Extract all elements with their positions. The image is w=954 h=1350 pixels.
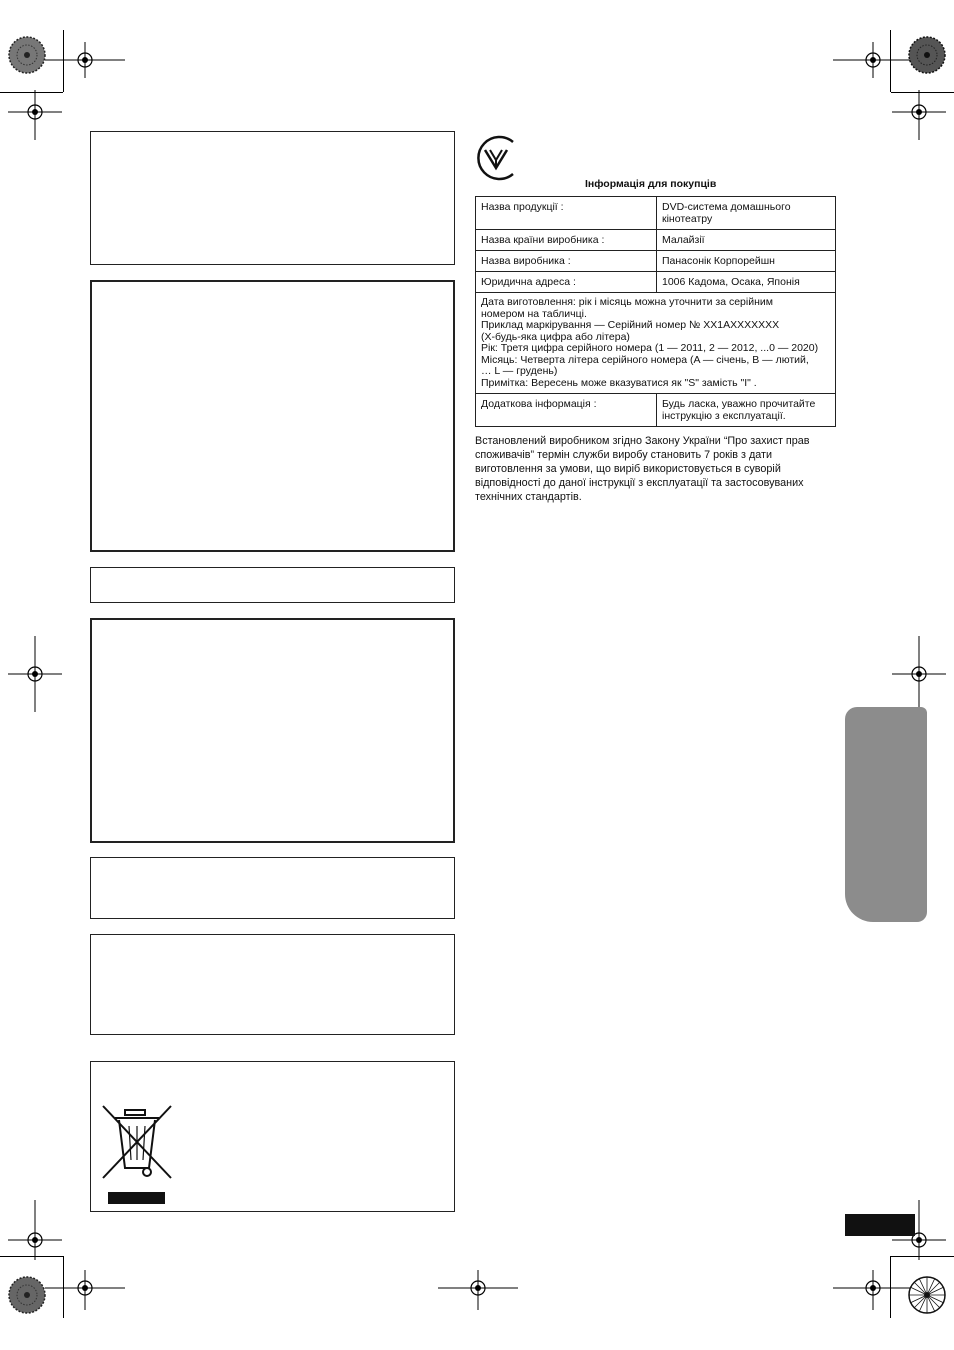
crossed-out-wheelie-bin-icon [101, 1104, 175, 1213]
table-row [476, 394, 836, 427]
color-rosette-icon [907, 35, 947, 75]
extra-info-value: Будь ласка, уважно прочитайте інструкцію з експлуатації. [657, 394, 836, 427]
registration-mark-icon [892, 636, 946, 712]
notice-box [90, 567, 455, 603]
color-rosette-icon [7, 35, 47, 75]
notice-box [90, 857, 455, 919]
table-row [476, 197, 836, 230]
manufacture-date-line: номером на табличці. [481, 307, 587, 320]
side-tab [845, 707, 927, 922]
legal-address-label: Юридична адреса : [476, 272, 657, 293]
product-name-label: Назва продукції : [476, 197, 657, 230]
manufacture-date-cell [476, 293, 836, 394]
notice-box [90, 618, 455, 843]
country-value: Малайзії [657, 230, 836, 251]
registration-mark-icon [892, 90, 946, 140]
ukrainian-conformity-mark-icon [473, 134, 519, 187]
manufacture-date-line: Рік: Третя цифра серійного номера (1 — 2011, 2 — 2012, ...0 — 2020) [481, 342, 819, 354]
disposal-box [90, 1061, 455, 1212]
manufacture-date-line: Дата виготовлення: рік і місяць можна уточнити за серійним [481, 296, 773, 308]
product-name-value: DVD-система домашнього кінотеатру [657, 197, 836, 230]
color-rosette-icon [907, 1275, 947, 1315]
registration-mark-icon [438, 1270, 518, 1310]
manufacture-date-line: Приклад маркірування — Серійний номер № XX1AXXXXXXX [481, 319, 780, 331]
registration-mark-icon [45, 1270, 125, 1310]
country-label: Назва країни виробника : [476, 230, 657, 251]
manufacture-date-line: Примітка: Вересень може вказуватися як "S" замість "I" . [481, 376, 757, 389]
manufacture-date-line: (X-будь-яка цифра або літера) [481, 330, 630, 343]
registration-mark-icon [833, 42, 913, 78]
registration-mark-icon [8, 90, 62, 140]
registration-mark-icon [45, 42, 125, 78]
table-row [476, 272, 836, 293]
extra-info-label: Додаткова інформація : [476, 394, 657, 427]
table-row [476, 230, 836, 251]
table-row [476, 293, 836, 394]
manufacturer-label: Назва виробника : [476, 251, 657, 272]
registration-mark-icon [8, 1200, 62, 1260]
service-life-note: Встановлений виробником згідно Закону України “Про захист прав споживачів” термін служби виробу становить 7 років з дати виготовлення за умови, що виріб використовується в суворій відповідності до даної інструкції з експлуатації та застосовуваних технічних стандартів. [475, 435, 810, 503]
legal-address-value: 1006 Кадома, Осака, Японія [657, 272, 836, 293]
purchaser-info-table [475, 196, 836, 427]
table-row [476, 251, 836, 272]
registration-mark-icon [833, 1270, 913, 1310]
notice-box [90, 934, 455, 1035]
manufacture-date-line: Місяць: Четверта літера серійного номера (A — січень, B — лютий, [481, 353, 809, 366]
manufacture-date-line: … L — грудень) [481, 365, 558, 377]
manufacturer-value: Панасонік Корпорейшн [657, 251, 836, 272]
notice-box [90, 280, 455, 552]
page-number-label [845, 1214, 915, 1236]
color-rosette-icon [7, 1275, 47, 1315]
notice-box [90, 131, 455, 265]
purchaser-info-heading: Інформація для покупців [585, 178, 717, 190]
registration-mark-icon [8, 636, 62, 712]
